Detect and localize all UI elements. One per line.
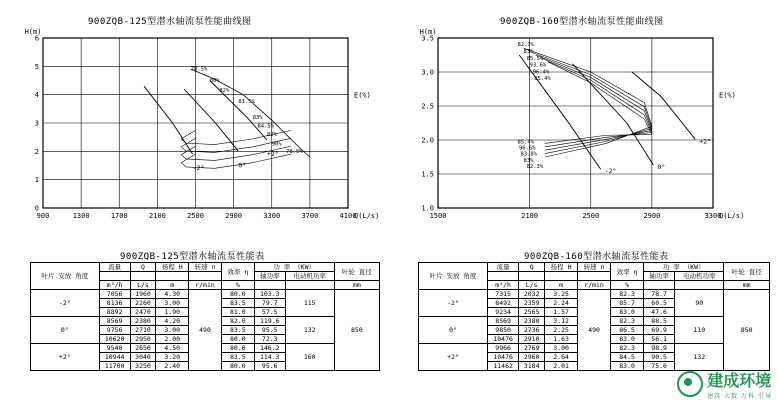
flow-m3h-cell: 11462 <box>488 362 519 371</box>
efficiency-label: 85.4% <box>534 76 551 83</box>
x-axis-label: Q(L/s) <box>719 212 745 220</box>
x-tick-label: 2500 <box>187 212 204 220</box>
flow-m3h-cell: 8492 <box>488 299 519 308</box>
head-cell: 1.63 <box>545 335 578 344</box>
header-motor-power: 电动机功率 <box>675 272 724 281</box>
unit-cell: r/min <box>578 281 611 290</box>
header-motor-power: 电动机功率 <box>285 272 334 281</box>
flow-ls-cell: 2910 <box>519 335 545 344</box>
head-cell: 3.00 <box>545 344 578 353</box>
header-speed: 转速 n <box>578 263 611 272</box>
header-diameter: 叶轮 直径 <box>724 263 770 281</box>
header-diameter: 叶轮 直径 <box>334 263 379 281</box>
flow-ls-cell: 1960 <box>130 290 156 299</box>
blade-angle-cell: -2° <box>31 290 100 317</box>
watermark-logo-icon <box>677 371 703 397</box>
efficiency-label: 80% <box>209 77 220 84</box>
efficiency-label: 82% <box>266 131 277 138</box>
head-cell: 2.01 <box>545 362 578 371</box>
y-tick-label: 3.0 <box>421 68 434 77</box>
header-blank <box>99 272 130 281</box>
motor-power-cell: 110 <box>675 317 724 344</box>
flow-ls-cell: 2260 <box>130 299 156 308</box>
x-axis-label: Q(L/s) <box>354 212 380 220</box>
blade-angle-cell: 0° <box>419 317 488 344</box>
watermark <box>677 368 772 400</box>
unit-cell: % <box>611 281 644 290</box>
flow-m3h-cell: 11700 <box>99 362 130 371</box>
blade-angle-cell: 0° <box>31 317 100 344</box>
shaft-power-cell: 79.7 <box>254 299 285 308</box>
chart-160 <box>388 20 778 235</box>
efficiency-label: 83.8% <box>520 151 538 158</box>
flow-ls-cell: 2380 <box>130 317 156 326</box>
watermark-name: 建成环境 <box>707 371 772 390</box>
efficiency-cell: 82.3 <box>611 344 644 353</box>
head-cell: 4.50 <box>156 344 189 353</box>
shaft-power-cell: 146.2 <box>254 344 285 353</box>
flow-ls-cell: 2565 <box>519 308 545 317</box>
head-cell: 3.25 <box>545 290 578 299</box>
x-tick-label: 3700 <box>301 212 319 220</box>
unit-cell: m³/h <box>488 281 519 290</box>
x-tick-label: 2100 <box>148 212 166 220</box>
speed-cell: 490 <box>189 290 222 371</box>
diameter-cell: 850 <box>724 290 770 371</box>
chart-title-125: 900ZQB-125型潜水轴流泵性能曲线图 <box>88 17 252 27</box>
x-tick-label: 2100 <box>521 212 539 220</box>
header-q: Q <box>130 263 156 272</box>
flow-m3h-cell: 7315 <box>488 290 519 299</box>
x-tick-label: 3300 <box>704 212 722 220</box>
y-tick-label: 6 <box>34 34 39 43</box>
shaft-power-cell: 95.5 <box>254 326 285 335</box>
watermark-sub: 建筑 大数 万科 引导 <box>707 393 772 400</box>
diameter-cell: 850 <box>334 290 379 371</box>
efficiency-cell: 82.3 <box>611 317 644 326</box>
y-tick-label: 3 <box>34 119 39 128</box>
flow-ls-cell: 2032 <box>519 290 545 299</box>
shaft-power-cell: 56.1 <box>644 335 675 344</box>
series-curve <box>572 64 653 165</box>
unit-cell: m³/h <box>99 281 130 290</box>
head-cell: 3.00 <box>156 326 189 335</box>
head-cell: 1.90 <box>156 308 189 317</box>
efficiency-cell: 83.5 <box>221 299 254 308</box>
blade-angle-cell: +2° <box>419 344 488 371</box>
efficiency-label: 82% <box>219 87 230 94</box>
header-blank <box>488 272 519 281</box>
shaft-power-cell: 103.3 <box>254 290 285 299</box>
blade-angle-label: +2° <box>266 150 279 158</box>
efficiency-label: 96.6% <box>518 145 536 152</box>
flow-ls-cell: 3040 <box>130 353 156 362</box>
y-tick-label: 3.5 <box>421 34 434 43</box>
header-blank <box>189 272 222 281</box>
performance-table-160 <box>418 262 770 371</box>
flow-m3h-cell: 10476 <box>488 335 519 344</box>
efficiency-label: 83% <box>252 114 263 121</box>
x-tick-label: 900 <box>36 212 50 220</box>
head-cell: 4.20 <box>156 317 189 326</box>
motor-power-cell: 132 <box>285 317 334 344</box>
flow-m3h-cell: 10944 <box>99 353 130 362</box>
shaft-power-cell: 88.5 <box>644 317 675 326</box>
table-title-125: 900ZQB-125型潜水轴流泵性能表 <box>120 252 265 262</box>
header-blank <box>545 272 578 281</box>
blade-angle-label: -2° <box>192 164 205 173</box>
y-tick-label: 2 <box>34 147 39 156</box>
efficiency-label: 84.5% <box>257 123 275 130</box>
unit-cell: L/s <box>130 281 156 290</box>
efficiency-label: 96.4% <box>532 69 550 76</box>
motor-power-cell: 160 <box>285 344 334 371</box>
x-tick-label: 1700 <box>110 212 128 220</box>
header-angle: 叶片 安放 角度 <box>419 263 488 290</box>
efficiency-cell: 84.5 <box>611 353 644 362</box>
flow-ls-cell: 2470 <box>130 308 156 317</box>
efficiency-label: 83% <box>523 48 534 55</box>
flow-ls-cell: 2710 <box>130 326 156 335</box>
header-blank <box>519 272 545 281</box>
efficiency-cell: 83.5 <box>221 326 254 335</box>
chart-125 <box>0 20 380 235</box>
shaft-power-cell: 72.3 <box>254 335 285 344</box>
flow-m3h-cell: 9756 <box>99 326 130 335</box>
motor-power-cell: 90 <box>675 290 724 317</box>
efficiency-label: 93.6% <box>529 62 547 69</box>
flow-m3h-cell: 10620 <box>99 335 130 344</box>
head-cell: 2.00 <box>156 335 189 344</box>
blade-angle-label: +2° <box>699 137 712 146</box>
x-tick-label: 2900 <box>225 212 243 220</box>
flow-m3h-cell: 8569 <box>488 317 519 326</box>
flow-ls-cell: 2380 <box>519 317 545 326</box>
y-axis-label: H(m) <box>419 28 437 36</box>
motor-power-cell: 132 <box>675 344 724 371</box>
efficiency-label: 85.4% <box>517 139 535 146</box>
header-blank <box>156 272 189 281</box>
flow-ls-cell: 2736 <box>519 326 545 335</box>
flow-m3h-cell: 7056 <box>99 290 130 299</box>
shaft-power-cell: 95.6 <box>254 362 285 371</box>
head-cell: 2.40 <box>156 362 189 371</box>
shaft-power-cell: 57.5 <box>254 308 285 317</box>
y-tick-label: 1.5 <box>421 170 434 179</box>
blade-angle-label: 0° <box>238 161 247 170</box>
y-tick-label: 1 <box>34 176 39 185</box>
flow-ls-cell: 2950 <box>130 335 156 344</box>
flow-m3h-cell: 8569 <box>99 317 130 326</box>
efficiency-axis-label: E(%) <box>354 91 371 100</box>
efficiency-envelope <box>190 66 310 157</box>
header-shaft-power: 轴功率 <box>644 272 675 281</box>
flow-m3h-cell: 9540 <box>99 344 130 353</box>
blade-angle-cell: +2° <box>31 344 100 371</box>
efficiency-axis-label: E(%) <box>719 91 736 100</box>
shaft-power-cell: 47.6 <box>644 308 675 317</box>
unit-cell <box>285 281 334 290</box>
flow-ls-cell: 3250 <box>130 362 156 371</box>
efficiency-label: 78.5% <box>286 148 303 155</box>
header-q: Q <box>519 263 545 272</box>
header-power: 功 率 （KW） <box>644 263 724 272</box>
unit-cell <box>644 281 675 290</box>
efficiency-cell: 83.0 <box>611 308 644 317</box>
header-efficiency: 效率 η <box>221 263 254 281</box>
chart-title-160: 900ZQB-160型潜水轴流泵性能曲线图 <box>500 17 664 27</box>
efficiency-cell: 82.3 <box>611 290 644 299</box>
efficiency-label: 81.5% <box>238 99 255 106</box>
flow-ls-cell: 2769 <box>519 344 545 353</box>
plot-area <box>438 38 713 208</box>
flow-m3h-cell: 9234 <box>488 308 519 317</box>
y-tick-label: 2.5 <box>421 102 434 111</box>
speed-cell: 490 <box>578 290 611 371</box>
series-curve <box>144 86 193 154</box>
efficiency-cell: 80.0 <box>221 335 254 344</box>
unit-cell: m <box>156 281 189 290</box>
efficiency-label: 82.3% <box>526 163 544 170</box>
efficiency-cell: 83.0 <box>611 362 644 371</box>
efficiency-cell: 83.0 <box>611 335 644 344</box>
header-head: 扬程 H <box>545 263 578 272</box>
flow-m3h-cell: 8892 <box>99 308 130 317</box>
unit-cell: L/s <box>519 281 545 290</box>
table-title-160: 900ZQB-160型潜水轴流泵性能表 <box>524 252 669 262</box>
head-cell: 3.20 <box>156 353 189 362</box>
efficiency-label: 90% <box>271 141 282 148</box>
x-tick-label: 1500 <box>429 212 447 220</box>
unit-cell <box>254 281 285 290</box>
header-speed: 转速 n <box>189 263 222 272</box>
efficiency-label: 82.3% <box>517 42 535 49</box>
efficiency-label: 83% <box>523 157 534 164</box>
shaft-power-cell: 98.9 <box>644 344 675 353</box>
header-angle: 叶片 安放 角度 <box>31 263 100 290</box>
unit-cell: % <box>221 281 254 290</box>
motor-power-cell: 115 <box>285 290 334 317</box>
efficiency-cell: 86.5 <box>611 326 644 335</box>
flow-ls-cell: 2960 <box>519 353 545 362</box>
x-tick-label: 3300 <box>263 212 281 220</box>
efficiency-label: 78.5% <box>190 66 208 73</box>
head-cell: 3.00 <box>156 299 189 308</box>
efficiency-label: 85.5% <box>526 55 544 62</box>
efficiency-loop <box>545 62 652 144</box>
header-efficiency: 效率 η <box>611 263 644 281</box>
flow-ls-cell: 2359 <box>519 299 545 308</box>
head-cell: 2.25 <box>545 326 578 335</box>
head-cell: 2.64 <box>545 353 578 362</box>
efficiency-cell: 83.5 <box>221 353 254 362</box>
flow-m3h-cell: 9966 <box>488 344 519 353</box>
unit-cell: mm <box>334 281 379 290</box>
x-tick-label: 1300 <box>72 212 90 220</box>
unit-cell: m <box>545 281 578 290</box>
performance-table-125 <box>30 262 380 371</box>
blade-angle-label: -2° <box>604 167 617 176</box>
flow-ls-cell: 2650 <box>130 344 156 353</box>
efficiency-cell: 80.0 <box>221 362 254 371</box>
shaft-power-cell: 60.5 <box>644 299 675 308</box>
efficiency-cell: 85.7 <box>611 299 644 308</box>
y-tick-label: 1.0 <box>421 204 434 213</box>
shaft-power-cell: 90.5 <box>644 353 675 362</box>
shaft-power-cell: 114.3 <box>254 353 285 362</box>
series-curve <box>632 72 695 139</box>
header-blank <box>578 272 611 281</box>
unit-cell <box>675 281 724 290</box>
blade-angle-cell: -2° <box>419 290 488 317</box>
x-tick-label: 2900 <box>643 212 661 220</box>
unit-cell: r/min <box>189 281 222 290</box>
head-cell: 4.30 <box>156 290 189 299</box>
flow-ls-cell: 3184 <box>519 362 545 371</box>
shaft-power-cell: 69.9 <box>644 326 675 335</box>
x-tick-label: 4100 <box>339 212 357 220</box>
blade-angle-label: 0° <box>657 163 666 172</box>
efficiency-cell: 82.0 <box>221 317 254 326</box>
header-power: 功 率 （KW） <box>254 263 334 272</box>
y-tick-label: 4 <box>34 91 39 100</box>
head-cell: 2.24 <box>545 299 578 308</box>
flow-m3h-cell: 9850 <box>488 326 519 335</box>
header-flow: 流量 <box>99 263 130 272</box>
header-blank <box>130 272 156 281</box>
efficiency-cell: 80.0 <box>221 344 254 353</box>
head-cell: 3.12 <box>545 317 578 326</box>
flow-m3h-cell: 10476 <box>488 353 519 362</box>
y-axis-label: H(m) <box>24 28 42 36</box>
flow-m3h-cell: 8136 <box>99 299 130 308</box>
y-tick-label: 0 <box>34 204 39 213</box>
header-shaft-power: 轴功率 <box>254 272 285 281</box>
header-flow: 流量 <box>488 263 519 272</box>
shaft-power-cell: 75.6 <box>644 362 675 371</box>
header-head: 扬程 H <box>156 263 189 272</box>
unit-cell: mm <box>724 281 770 290</box>
efficiency-cell: 80.0 <box>221 290 254 299</box>
shaft-power-cell: 78.7 <box>644 290 675 299</box>
efficiency-cell: 81.0 <box>221 308 254 317</box>
x-tick-label: 2500 <box>582 212 600 220</box>
head-cell: 1.57 <box>545 308 578 317</box>
shaft-power-cell: 119.6 <box>254 317 285 326</box>
y-tick-label: 2.0 <box>421 136 434 145</box>
y-tick-label: 5 <box>34 62 39 71</box>
